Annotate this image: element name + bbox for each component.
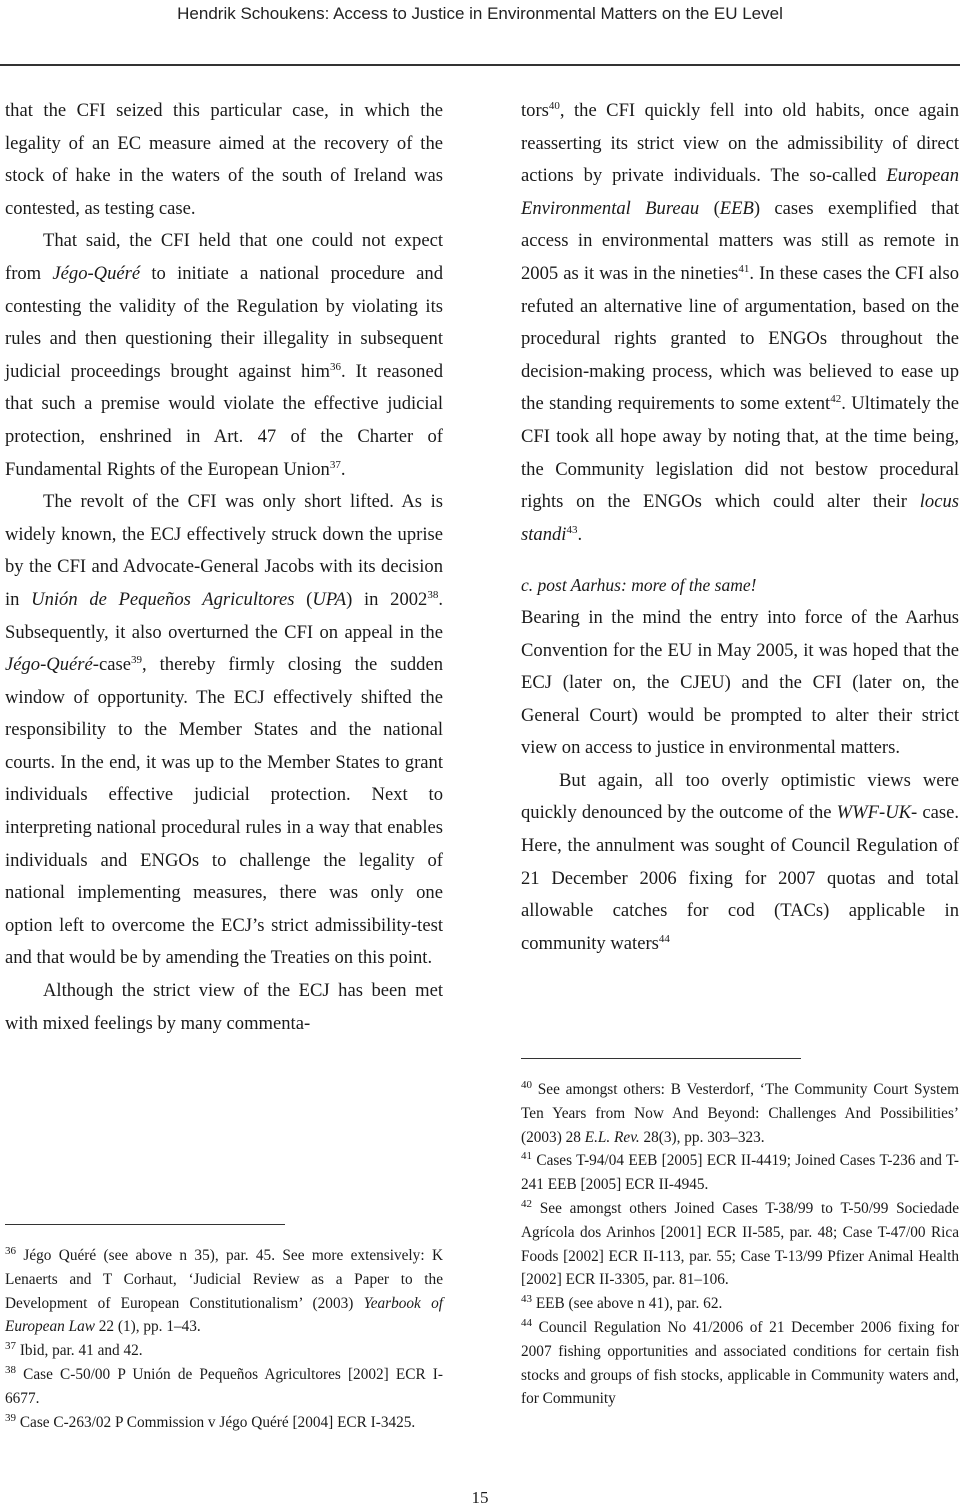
page-number: 15 — [471, 1488, 489, 1507]
paragraph: The revolt of the CFI was only short lifted. As is widely known, the ECJ effectively struck down the uprise by the CFI and Advocate-General Jacobs with its decision in Unión de Pequeños Agricultores (UPA) in 2002$^{38}$. Subsequently, it also overturned the CFI on appeal in the Jégo-Quéré-case$^{39}$, thereby firmly closing the sudden window of opportunity. The ECJ effectively shifted the responsibility to the Member States and the national courts. In the end, it was up to the Member States to grant individuals effective judicial protection. Next to interpreting national procedural rules in a way that enables individuals and ENGOs to challenge the legality of national implementing measures, there was only one option left to overcome the ECJ’s strict admissibility-test and that would be by amending the Treaties on this point. — [5, 491, 444, 969]
footnote-rule — [521, 1058, 801, 1059]
footnote-ref[interactable]: 40 — [548, 99, 560, 112]
footnote-ref[interactable]: 38 — [427, 588, 439, 601]
footnote-ref[interactable]: 43 — [566, 523, 578, 536]
footnote: $^{41}$ Cases T-94/04 EEB [2005] ECR II-4419; Joined Cases T-236 and T-241 EEB [2005] ECR II-4945. — [521, 1150, 959, 1194]
footnote: $^{36}$ Jégo Quéré (see above n 35), par. 45. See more extensively: K Lenaerts and T Corhaut, ‘Judicial Review as a Paper to the Development of European Constitutionalism’ (2003) Yearbook of European Law 22 (1), pp. 1–43. — [5, 1244, 443, 1336]
paragraph: Although the strict view of the ECJ has been met with mixed feelings by many commenta- — [5, 980, 443, 1034]
right-column — [521, 95, 959, 960]
footnote-ref[interactable]: 37 — [329, 458, 341, 471]
paragraph: That said, the CFI held that one could not expect from Jégo-Quéré to initiate a national procedure and contesting the validity of the Regulation by violating its rules and then questioning their illegality in subsequent judicial proceedings brought against him$^{36}$. It reasoned that such a premise would violate the effective judicial protection, enshrined in Art. 47 of the Charter of Fundamental Rights of the European Union$^{37}$. — [5, 230, 444, 480]
footnote-ref[interactable]: 39 — [130, 653, 142, 666]
section-subheading: c. post Aarhus: more of the same! — [521, 575, 757, 596]
running-header: Hendrik Schoukens: Access to Justice in Environmental Matters on the EU Level — [177, 4, 783, 23]
footnote: $^{39}$ Case C-263/02 P Commission v Jégo Quéré [2004] ECR I-3425. — [5, 1411, 416, 1431]
footnotes-left — [5, 1244, 443, 1434]
left-column — [5, 95, 443, 1040]
paragraph: But again, all too overly optimistic views were quickly denounced by the outcome of the WWF-UK- case. Here, the annulment was sought of Council Regulation of 21 December 2006 fixing for 2007 quotas and total allowable catches for cod (TACs) applicable in community waters$^{44}$ — [521, 769, 959, 954]
footnote: $^{37}$ Ibid, par. 41 and 42. — [5, 1340, 143, 1360]
footnote-ref[interactable]: 44 — [658, 932, 670, 945]
footnote: $^{44}$ Council Regulation No 41/2006 of 21 December 2006 fixing for 2007 fishing opportunities and associated conditions for certain fish stocks and groups of fish stocks, applicable in Community waters and, for Community — [521, 1316, 959, 1408]
footnote-rule — [5, 1224, 285, 1225]
footnote: $^{43}$ EEB (see above n 41), par. 62. — [521, 1293, 723, 1313]
footnote-ref[interactable]: 36 — [329, 360, 341, 373]
footnote: $^{42}$ See amongst others Joined Cases T-38/99 to T-50/99 Sociedade Agrícola dos Arinhos [2001] ECR II-585, par. 48; Case T-47/00 Rica Foods [2002] ECR II-113, par. 55; Case T-13/99 Pfizer Animal Health [2002] ECR II-3305, par. 81–106. — [521, 1197, 959, 1289]
footnote: $^{40}$ See amongst others: B Vesterdorf, ‘The Community Court System Ten Years from Now And Beyond: Challenges And Possibilities’ (2003) 28 E.L. Rev. 28(3), pp. 303–323. — [521, 1078, 959, 1146]
header-rule — [0, 64, 960, 66]
paragraph: Bearing in the mind the entry into force of the Aarhus Convention for the EU in May 2005, it was hoped that the ECJ (later on, the CJEU) and the CFI (later on, the General Court) would be prompted to alter their strict view on access to justice in environmental matters. — [521, 606, 959, 759]
footnotes-right — [521, 1078, 959, 1411]
footnote: $^{38}$ Case C-50/00 P Unión de Pequeños Agricultores [2002] ECR I-6677. — [5, 1363, 443, 1407]
paragraph: tors$^{40}$, the CFI quickly fell into old habits, once again reasserting its strict view on the admissibility of direct actions by private individuals. The so-called European Environmental Bureau (EEB) cases exemplified that access in environmental matters was still as remote in 2005 as it was in the nineties$^{41}$. In these cases the CFI also refuted an alternative line of argumentation, based on the procedural rights granted to ENGOs throughout the decision-making process, which was believed to ease up the standing requirements to some extent$^{42}$. Ultimately the CFI took all hope away by noting that, at the time being, the Community legislation did not bestow procedural rights on the ENGOs which could alter their locus standi$^{43}$. — [521, 99, 959, 545]
footnote-ref[interactable]: 42 — [830, 393, 842, 406]
paragraph: that the CFI seized this particular case, in which the legality of an EC measure aimed at the recovery of the stock of hake in the waters of the south of Ireland was contested, as testing case. — [5, 100, 443, 219]
footnote-ref[interactable]: 41 — [738, 262, 750, 275]
